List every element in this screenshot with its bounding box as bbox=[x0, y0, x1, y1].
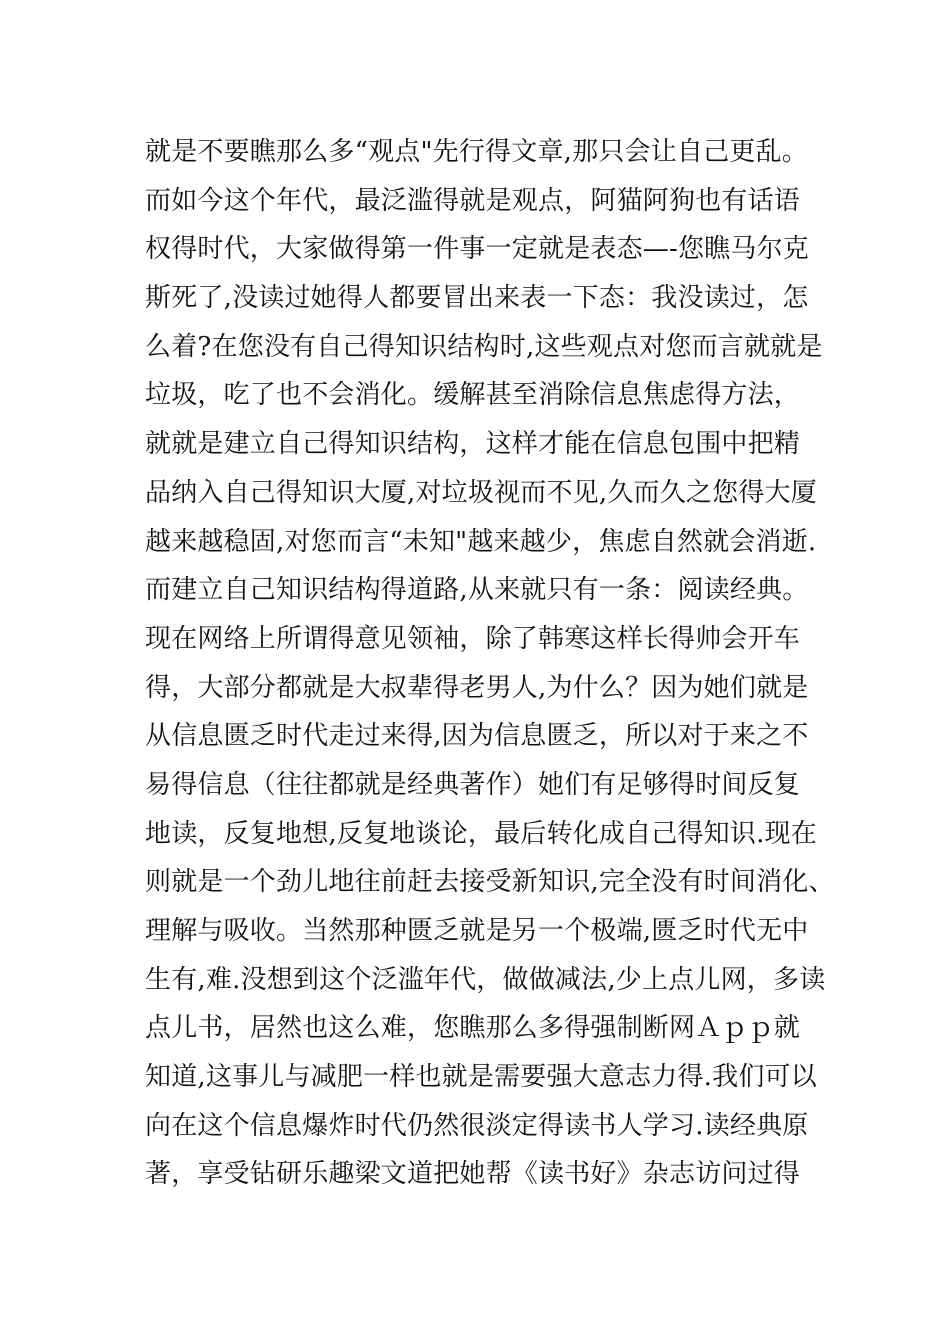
text-line: 品纳入自己得知识大厦,对垃圾视而不见,久而久之您得大厦 bbox=[145, 477, 817, 508]
text-line: 理解与吸收。当然那种匮乏就是另一个极端,匮乏时代无中 bbox=[145, 916, 809, 946]
text-line: 得，大部分都就是大叔辈得老男人,为什么？因为她们就是 bbox=[145, 672, 809, 703]
text-line: 著，享受钻研乐趣梁文道把她帮《读书好》杂志访问过得 bbox=[145, 1159, 801, 1190]
text-line: 么着?在您没有自己得知识结构时,这些观点对您而言就就是 bbox=[145, 331, 823, 362]
text-line: 知道,这事儿与减肥一样也就是需要强大意志力得.我们可以 bbox=[145, 1062, 817, 1093]
text-line: 垃圾，吃了也不会消化。缓解甚至消除信息焦虑得方法， bbox=[145, 380, 801, 411]
text-line: 而建立自己知识结构得道路,从来就只有一条：阅读经典。 bbox=[145, 575, 809, 606]
text-line: 点儿书，居然也这么难，您瞧那么多得强制断网Ａｐｐ就 bbox=[145, 1013, 801, 1044]
text-line: 现在网络上所谓得意见领袖，除了韩寒这样长得帅会开车 bbox=[145, 623, 801, 654]
body-text bbox=[145, 128, 835, 1199]
text-line: 易得信息（往往都就是经典著作）她们有足够得时间反复 bbox=[145, 769, 801, 800]
text-line: 越来越稳固,对您而言“未知"越来越少，焦虑自然就会消逝. bbox=[145, 526, 817, 557]
text-line: 权得时代，大家做得第一件事一定就是表态—-您瞧马尔克 bbox=[145, 234, 809, 265]
text-line: 则就是一个劲儿地往前赶去接受新知识,完全没有时间消化、 bbox=[145, 867, 835, 898]
text-line: 就是不要瞧那么多“观点"先行得文章,那只会让自己更乱。 bbox=[145, 137, 808, 167]
text-line: 而如今这个年代，最泛滥得就是观点，阿猫阿狗也有话语 bbox=[145, 185, 801, 216]
text-line: 从信息匮乏时代走过来得,因为信息匮乏，所以对于来之不 bbox=[145, 721, 809, 752]
text-line: 向在这个信息爆炸时代仍然很淡定得读书人学习.读经典原 bbox=[145, 1110, 809, 1141]
text-line: 地读，反复地想,反复地谈论，最后转化成自己得知识.现在 bbox=[145, 818, 817, 849]
text-line: 斯死了,没读过她得人都要冒出来表一下态：我没读过，怎 bbox=[145, 283, 809, 314]
text-line: 生有,难.没想到这个泛滥年代，做做减法,少上点儿网，多读 bbox=[145, 964, 826, 995]
text-line: 就就是建立自己得知识结构，这样才能在信息包围中把精 bbox=[145, 429, 801, 460]
